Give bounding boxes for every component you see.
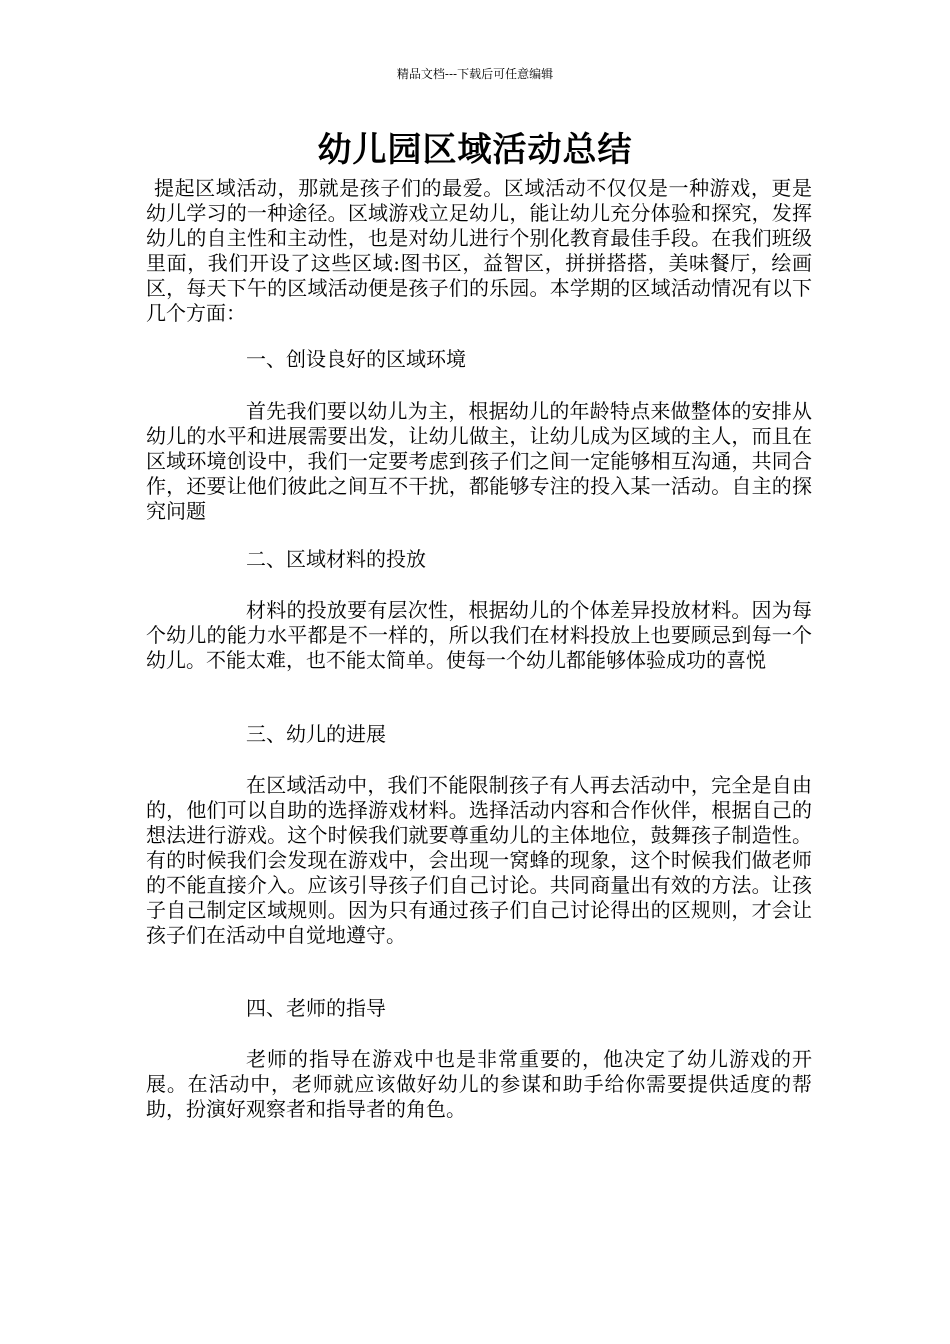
section-heading-1: 一、创设良好的区域环境	[246, 347, 466, 371]
header-note: 精品文档---下载后可任意编辑	[396, 67, 554, 81]
section-paragraph-2: 材料的投放要有层次性，根据幼儿的个体差异投放材料。因为每个幼儿的能力水平都是不一样的，所以我们在材料投放上也要顾忌到每一个幼儿。不能太难，也不能太简单。使每一个幼儿都能够体验成功的喜悦	[146, 598, 812, 672]
section-paragraph-1: 首先我们要以幼儿为主，根据幼儿的年龄特点来做整体的安排从幼儿的水平和进展需要出发，让幼儿做主，让幼儿成为区域的主人，而且在区域环境创设中，我们一定要考虑到孩子们之间一定能够相互沟通，共同合作，还要让他们彼此之间互不干扰，都能够专注的投入某一活动。自主的探究问题	[146, 399, 812, 523]
section-heading-4: 四、老师的指导	[246, 996, 386, 1020]
section-heading-3: 三、幼儿的进展	[246, 722, 386, 746]
section-paragraph-4: 老师的指导在游戏中也是非常重要的，他决定了幼儿游戏的开展。在活动中，老师就应该做好幼儿的参谋和助手给你需要提供适度的帮助，扮演好观察者和指导者的角色。	[146, 1047, 812, 1121]
document-title: 幼儿园区域活动总结	[317, 130, 633, 170]
intro-paragraph: 提起区域活动，那就是孩子们的最爱。区域活动不仅仅是一种游戏，更是幼儿学习的一种途径。区域游戏立足幼儿，能让幼儿充分体验和探究，发挥幼儿的自主性和主动性，也是对幼儿进行个别化教育最佳手段。在我们班级里面，我们开设了这些区域:图书区，益智区，拼拼搭搭，美味餐厅，绘画区，每天下午的区域活动便是孩子们的乐园。本学期的区域活动情况有以下几个方面：	[146, 176, 812, 325]
section-heading-2: 二、区域材料的投放	[246, 547, 426, 571]
section-paragraph-3: 在区域活动中，我们不能限制孩子有人再去活动中，完全是自由的，他们可以自助的选择游戏材料。选择活动内容和合作伙伴，根据自己的想法进行游戏。这个时候我们就要尊重幼儿的主体地位，鼓舞孩子制造性。有的时候我们会发现在游戏中，会出现一窝蜂的现象，这个时候我们做老师的不能直接介入。应该引导孩子们自己讨论。共同商量出有效的方法。让孩子自己制定区域规则。因为只有通过孩子们自己讨论得出的区规则，才会让孩子们在活动中自觉地遵守。	[146, 773, 812, 947]
